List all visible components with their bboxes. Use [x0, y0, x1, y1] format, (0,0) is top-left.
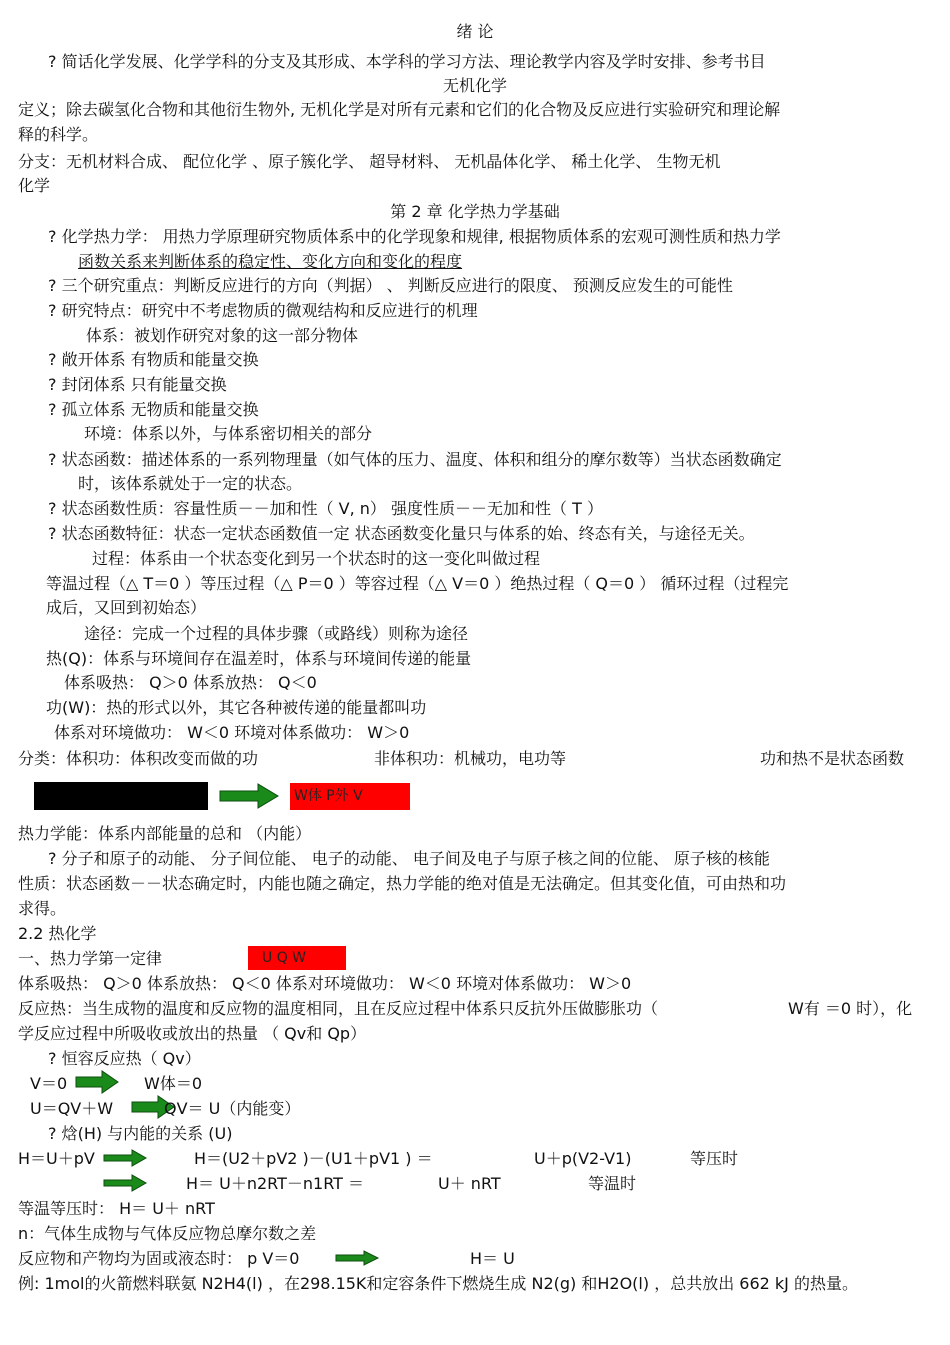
state-features: ? 状态函数特征：状态一定状态函数值一定 状态函数变化量只与体系的始、终态有关，与途径无关。 — [48, 524, 755, 543]
thermo-def-1: ? 化学热力学： 用热力学原理研究物质体系中的化学现象和规律, 根据物质体系的宏观可测性质和热力学 — [48, 227, 781, 246]
cv-right: W体＝0 — [144, 1074, 203, 1093]
path-def: 途径：完成一个过程的具体步骤（或路线）则称为途径 — [84, 624, 469, 643]
chapter-title: 第 2 章 化学热力学基础 — [390, 202, 560, 221]
work-sign: 体系对环境做功： W＜0 环境对体系做功： W＞0 — [54, 723, 410, 742]
arrow-right-icon — [74, 1070, 120, 1094]
work-class-left: 分类：体积功：体积改变而做的功 — [18, 749, 259, 768]
first-law: 一、热力学第一定律 — [18, 949, 163, 968]
heat-def: 热(Q)：体系与环境间存在温差时，体系与环境间传递的能量 — [46, 649, 472, 668]
h-mid: H＝(U2＋pV2 )－(U1＋pV1 ) ＝ — [194, 1149, 433, 1168]
h-condition-isobaric: 等压时 — [690, 1149, 739, 1168]
definition-line-1: 定义；除去碳氢化合物和其他衍生物外, 无机化学是对所有元素和它们的化合物及反应进行实验研究和理论解 — [18, 100, 781, 119]
branch-line-2: 化学 — [18, 176, 51, 195]
intro-bullet: ? 简话化学发展、化学学科的分支及其形成、本学科的学习方法、理论教学内容及学时安排、参考书目 — [48, 52, 766, 71]
h-left: H＝U＋pV — [18, 1149, 95, 1168]
state-function-2: 时，该体系就处于一定的状态。 — [78, 474, 303, 493]
u-line-left: U＝QV＋W — [30, 1099, 114, 1118]
arrow-right-icon — [334, 1250, 380, 1266]
property-line-2: 求得。 — [18, 899, 67, 918]
research-feature: ? 研究特点：研究中不考虑物质的微观结构和反应进行的机理 — [48, 301, 478, 320]
arrow-right-icon — [102, 1149, 148, 1167]
three-focus: ? 三个研究重点：判断反应进行的方向（判据） 、 判断反应进行的限度、 预测反应发生的可能性 — [48, 276, 733, 295]
process-types-2: 成后，又回到初始态） — [46, 598, 207, 617]
section-2-2: 2.2 热化学 — [18, 924, 97, 943]
definition-line-2: 释的科学。 — [18, 125, 99, 144]
h-right: U＋p(V2-V1) — [534, 1149, 632, 1168]
system-def: 体系：被划作研究对象的这一部分物体 — [86, 326, 359, 345]
intro-title: 绪 论 — [456, 22, 494, 41]
isothermal-isobaric: 等温等压时： H＝ U＋ nRT — [18, 1199, 215, 1218]
work-def: 功(W)：热的形式以外，其它各种被传递的能量都叫功 — [46, 698, 427, 717]
arrow-right-icon — [102, 1174, 148, 1192]
property-line-1: 性质：状态函数－－状态确定时，内能也随之确定，热力学能的绝对值是无法确定。但其变化值，可由热和功 — [18, 874, 787, 893]
state-properties: ? 状态函数性质：容量性质－－加和性（ V, n） 强度性质－－无加和性（ T ） — [48, 499, 603, 518]
isolated-system: ? 孤立体系 无物质和能量交换 — [48, 400, 259, 419]
arrow-right-icon — [218, 783, 280, 809]
branch-line-1: 分支：无机材料合成、 配位化学 、原子簇化学、 超导材料、 无机晶体化学、 稀土化学、 生物无机 — [18, 152, 721, 171]
red-box-work: W体 P外 V — [290, 783, 410, 810]
u-line-right: QV＝ U（内能变） — [164, 1099, 301, 1118]
energy-items: ? 分子和原子的动能、 分子间位能、 电子的动能、 电子间及电子与原子核之间的位能、 原子核的核能 — [48, 849, 770, 868]
condensed-right: H＝ U — [470, 1249, 515, 1268]
h-condition-isothermal: 等温时 — [588, 1174, 637, 1193]
sign-line: 体系吸热： Q＞0 体系放热： Q＜0 体系对环境做功： W＜0 环境对体系做功： W＞0 — [18, 974, 632, 993]
section-inorganic: 无机化学 — [442, 76, 507, 95]
process-types-1: 等温过程（△ T＝0 ）等压过程（△ P＝0 ）等容过程（△ V＝0 ）绝热过程（ Q＝0 ） 循环过程（过程完 — [46, 574, 789, 593]
open-system: ? 敞开体系 有物质和能量交换 — [48, 350, 259, 369]
work-class-mid: 非体积功：机械功，电功等 — [374, 749, 567, 768]
heat-sign: 体系吸热： Q＞0 体系放热： Q＜0 — [64, 673, 317, 692]
const-volume-heat: ? 恒容反应热（ Qv） — [48, 1049, 201, 1068]
cv-left: V＝0 — [30, 1074, 68, 1093]
n-definition: n：气体生成物与气体反应物总摩尔数之差 — [18, 1224, 317, 1243]
reaction-heat-2: 学反应过程中所吸收或放出的热量 （ Qv和 Qp） — [18, 1024, 367, 1043]
example-line: 例: 1mol的火箭燃料联氨 N2H4(l) ，在298.15K和定容条件下燃烧生成 N2(g) 和H2O(l) ，总共放出 662 kJ 的热量。 — [18, 1274, 858, 1293]
process-def: 过程：体系由一个状态变化到另一个状态时的这一变化叫做过程 — [92, 549, 541, 568]
black-box — [34, 782, 208, 810]
closed-system: ? 封闭体系 只有能量交换 — [48, 375, 227, 394]
red-box-first-law: U Q W — [248, 946, 346, 970]
surroundings-def: 环境：体系以外，与体系密切相关的部分 — [84, 424, 373, 443]
condensed-left: 反应物和产物均为固或液态时： p V＝0 — [18, 1249, 300, 1268]
reaction-heat-1: 反应热：当生成物的温度和反应物的温度相同，且在反应过程中体系只反抗外压做膨胀功（ — [18, 999, 659, 1018]
state-function-1: ? 状态函数：描述体系的一系列物理量（如气体的压力、温度、体积和组分的摩尔数等）当状态函数确定 — [48, 450, 782, 469]
h2-right: U＋ nRT — [438, 1174, 501, 1193]
work-class-right: 功和热不是状态函数 — [760, 749, 905, 768]
enthalpy-relation: ? 焓(H) 与内能的关系 (U) — [48, 1124, 233, 1143]
h2-mid: H＝ U＋n2RT－n1RT ＝ — [186, 1174, 365, 1193]
reaction-heat-1b: W有 ＝0 时），化 — [788, 999, 913, 1018]
thermo-def-2: 函数关系来判断体系的稳定性、变化方向和变化的程度 — [78, 252, 463, 271]
internal-energy: 热力学能：体系内部能量的总和 （内能） — [18, 824, 312, 843]
